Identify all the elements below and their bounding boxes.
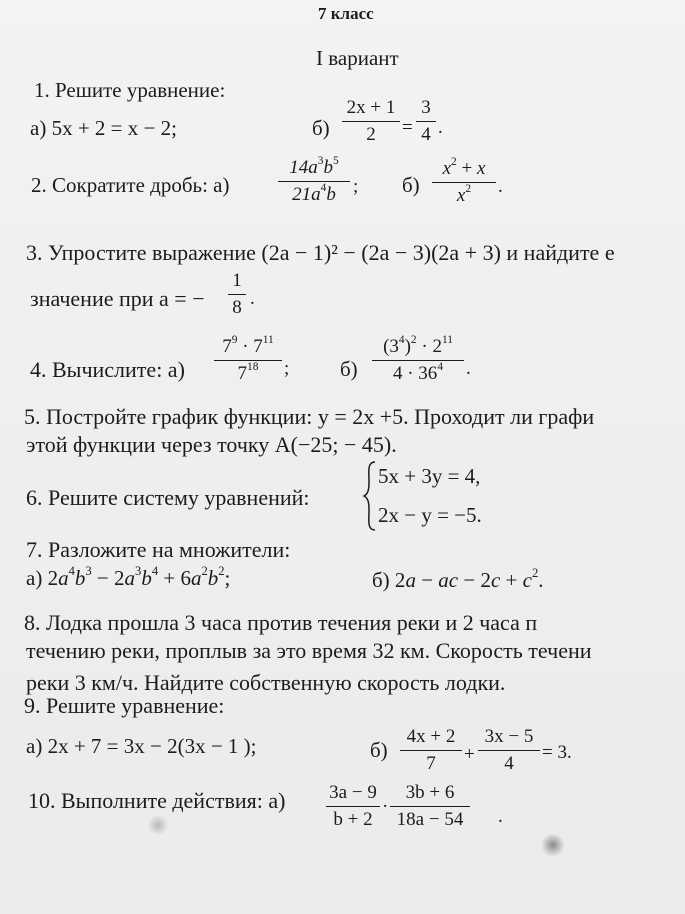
task4-title: 4. Вычислите: а) <box>30 357 185 382</box>
task4-fraction-b <box>372 333 464 385</box>
task9-fraction-2 <box>478 726 540 775</box>
paper-smudge <box>146 816 170 834</box>
task6-title: 6. Решите систему уравнений: <box>26 485 310 510</box>
task10-fraction-1 <box>326 782 380 831</box>
task5-line1: 5. Постройте график функции: y = 2x +5. Проходит ли графи <box>24 404 595 429</box>
fraction-denominator: 4 <box>421 123 431 145</box>
task10-title: 10. Выполните действия: а) <box>28 788 286 813</box>
task7-title: 7. Разложите на множители: <box>26 537 291 562</box>
fraction-numerator: 1 <box>232 270 242 291</box>
task8-line1: 8. Лодка прошла 3 часа против течения реки и 2 часа п <box>24 610 538 635</box>
fraction-denominator: $x^2$ <box>456 182 472 206</box>
fraction-denominator: $7^{18}$ <box>237 360 259 384</box>
task1-fraction-right <box>416 97 436 146</box>
fraction-denominator: 7 <box>426 752 436 774</box>
task2-fraction-a <box>278 154 350 206</box>
task4-fraction-a <box>214 333 282 385</box>
task3-period: . <box>250 288 255 309</box>
task1-part-b-label: б) <box>312 116 330 140</box>
task9-part-a: а) 2x + 7 = 3x − 2(3x − 1 ); <box>26 734 257 758</box>
fraction-denominator: $21a^4b$ <box>292 181 336 205</box>
task5-line2: этой функции через точку A(−25; − 45). <box>26 432 397 457</box>
task10-multiply: · <box>382 796 389 817</box>
task9-plus: + <box>464 744 475 765</box>
system-brace <box>362 460 378 532</box>
fraction-numerator: $7^9 \cdot 7^{11}$ <box>222 333 274 357</box>
task8-line3: реки 3 км/ч. Найдите собственную скорость лодки. <box>26 670 506 695</box>
fraction-numerator: 3x − 5 <box>484 726 534 747</box>
task3-line2: значение при a = − <box>30 286 205 311</box>
task7-part-b: б) 2a − ac − $2c + c^2$. <box>372 565 544 592</box>
task9-fraction-1 <box>400 726 462 775</box>
task2-part-b-label: б) <box>402 173 420 197</box>
task8-line2: течению реки, проплыв за это время 32 км. Скорость течени <box>26 638 592 663</box>
fraction-denominator: 4 <box>504 752 514 774</box>
task4-period: . <box>466 358 471 379</box>
fraction-denominator: b + 2 <box>333 808 373 830</box>
fraction-denominator: 2 <box>366 123 376 145</box>
fraction-denominator: $4 \cdot 36^4$ <box>392 360 444 384</box>
task1-part-a: а) 5x + 2 = x − 2; <box>30 116 177 140</box>
task2-semicolon: ; <box>353 176 359 197</box>
task1-period: . <box>438 117 443 138</box>
fraction-numerator: $14a^3b^5$ <box>289 154 339 178</box>
system-equation-1: 5x + 3y = 4, <box>378 464 481 488</box>
fraction-numerator: 3b + 6 <box>405 782 455 803</box>
task4-part-b-label: б) <box>340 357 358 381</box>
fraction-denominator: 8 <box>232 296 242 318</box>
task3-fraction <box>228 270 246 319</box>
task2-title: 2. Сократите дробь: а) <box>31 173 230 197</box>
task9-part-b-label: б) <box>370 738 388 762</box>
task7-part-a: а) $2a^4b^3 - 2a^3b^4 + 6a^2b^2$; <box>26 563 231 590</box>
fraction-numerator: 3 <box>421 97 431 118</box>
task9-title: 9. Решите уравнение: <box>24 693 225 718</box>
task10-period: . <box>498 806 503 827</box>
task4-semicolon: ; <box>284 358 290 379</box>
fraction-denominator: 18a − 54 <box>396 808 464 830</box>
task1-equals: = <box>402 117 413 138</box>
fraction-numerator: 4x + 2 <box>406 726 456 747</box>
fraction-numerator: 2x + 1 <box>346 97 396 118</box>
task2-period: . <box>498 176 503 197</box>
fraction-numerator: $x^2 + x$ <box>442 155 486 179</box>
task3-line1: 3. Упростите выражение (2a − 1)² − (2a − 3)(2a + 3) и найдите е <box>26 240 615 265</box>
fraction-numerator: 3a − 9 <box>329 782 377 803</box>
task2-fraction-b <box>432 155 496 207</box>
grade-label: 7 класс <box>318 4 374 23</box>
variant-title: I вариант <box>316 46 399 70</box>
paper-smudge <box>540 834 566 856</box>
task1-title: 1. Решите уравнение: <box>34 78 226 102</box>
task1-fraction-left <box>342 97 400 146</box>
fraction-numerator: $(3^4)^2 \cdot 2^{11}$ <box>383 333 453 357</box>
system-equation-2: 2x − y = −5. <box>378 503 482 527</box>
task9-result: = 3. <box>542 742 572 763</box>
task10-fraction-2 <box>390 782 470 831</box>
